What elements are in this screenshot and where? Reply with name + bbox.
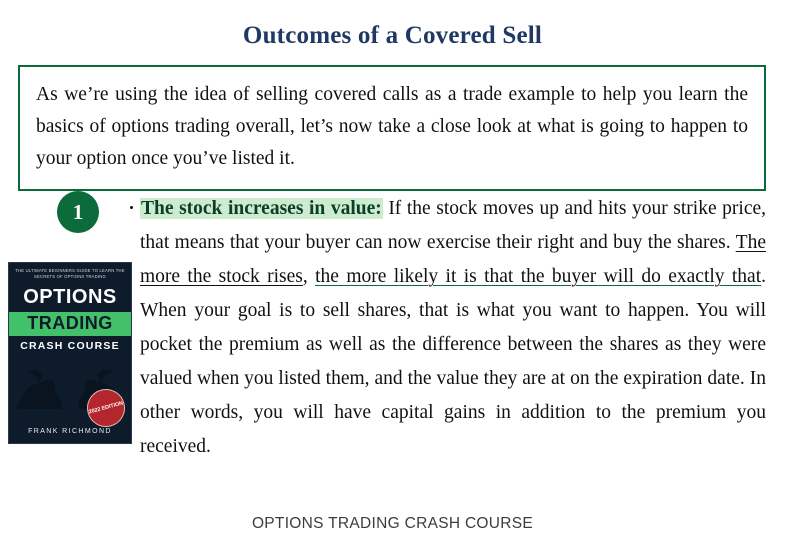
book-cover-title-line1: OPTIONS xyxy=(23,286,117,308)
intro-paragraph: As we’re using the idea of selling covered calls as a trade example to help you learn the basics of options trading overall, let’s now take a close look at what is going to happen to your option once you’ve listed it. xyxy=(36,84,748,169)
list-item-block xyxy=(130,192,766,464)
bullet-dot-icon xyxy=(130,206,133,209)
book-cover-subtitle: CRASH COURSE xyxy=(20,340,120,352)
page-title: Outcomes of a Covered Sell xyxy=(242,22,543,49)
book-cover-image xyxy=(8,262,132,444)
list-item-text-mid: , xyxy=(302,266,316,287)
list-item-heading: The stock increases in value: xyxy=(141,198,382,219)
list-item-paragraph xyxy=(140,192,766,464)
underlined-phrase-plain: The more the stock rises xyxy=(140,232,766,287)
book-cover-seal: 2022 EDITION xyxy=(83,385,130,432)
list-item-text-part1: If the stock moves up and hits your strike price, that means that your buyer can now exercise their right and buy the shares. xyxy=(140,198,767,253)
list-number-badge: 1 xyxy=(58,192,98,232)
book-cover-tagline: THE ULTIMATE BEGINNERS GUIDE TO LEARN THE SECRETS OF OPTIONS TRADING xyxy=(15,268,125,279)
page-footer: OPTIONS TRADING CRASH COURSE xyxy=(251,515,534,532)
underlined-phrase-green: the more likely it is that the buyer will do exactly that xyxy=(315,266,762,287)
list-item-text-part2: . When your goal is to sell shares, that is what you want to happen. You will pocket the premium as well as the difference between the shares as they were valued when you listed them, and the value they are at on the expiration date. In other words, you will have capital gains in addition to the premium you received. xyxy=(140,266,767,457)
book-cover-author: FRANK RICHMOND xyxy=(28,428,112,435)
book-cover-title-line2: TRADING xyxy=(9,312,131,336)
intro-callout-box xyxy=(18,65,766,191)
